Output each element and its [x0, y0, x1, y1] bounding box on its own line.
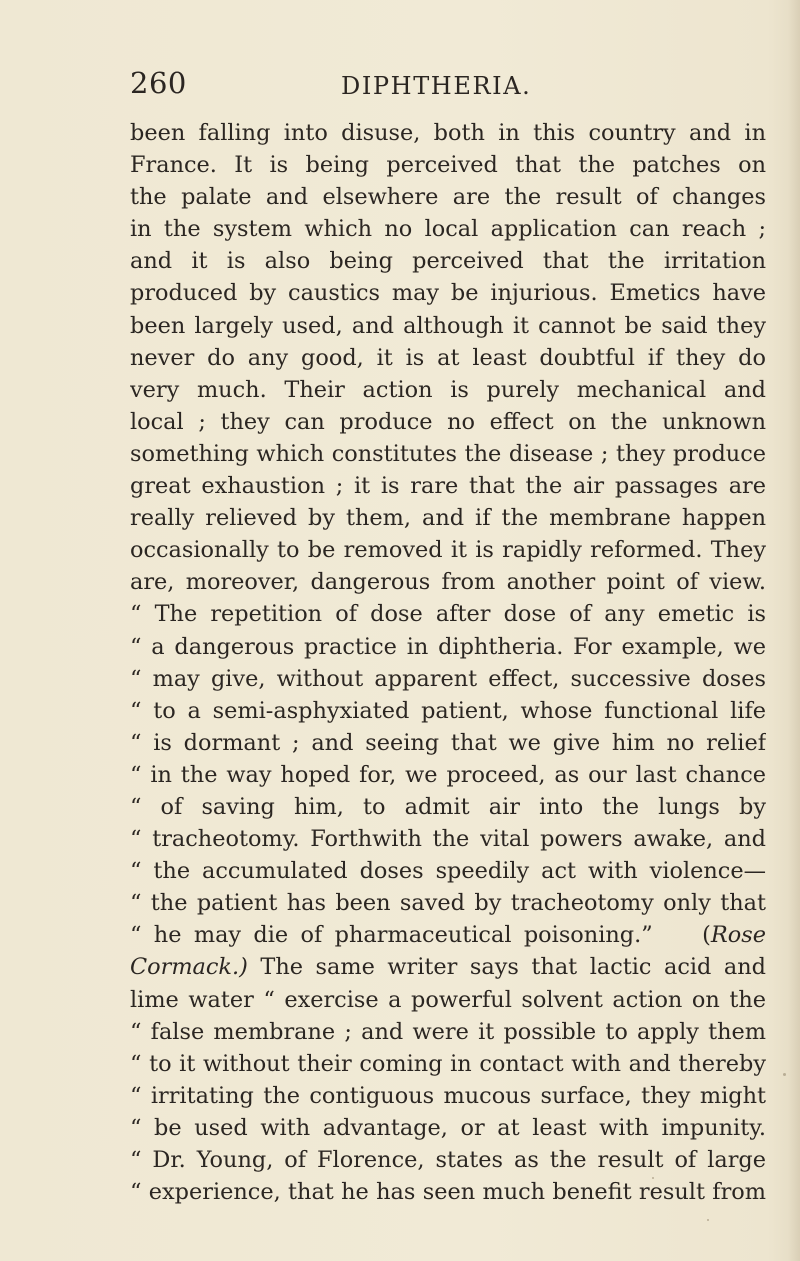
citation-author-first: Rose: [710, 922, 766, 949]
text-line: and it is also being perceived that the irritation: [130, 248, 766, 275]
running-title: DIPHTHERIA.: [341, 72, 532, 100]
paper-speck: [783, 1073, 786, 1076]
text-line: “ may give, without apparent effect, successive doses: [130, 665, 766, 692]
text-line: very much. Their action is purely mechanical and: [130, 376, 766, 403]
paper-speck: [707, 1219, 709, 1221]
text-line: the palate and elsewhere are the result of changes: [130, 184, 766, 211]
text-line: lime water “ exercise a powerful solvent action on the: [130, 986, 766, 1013]
text-line-continuation: The same writer says that lactic acid and: [247, 954, 766, 981]
text-line: “ to a semi-asphyxiated patient, whose functional life: [130, 697, 766, 724]
text-line: “ Dr. Young, of Florence, states as the result of large: [130, 1147, 766, 1173]
text-line: “ tracheotomy. Forthwith the vital powers awake, and: [130, 826, 766, 853]
text-line: never do any good, it is at least doubtful if they do: [130, 344, 766, 371]
text-line: local ; they can produce no effect on the unknown: [130, 408, 766, 435]
text-line: “ of saving him, to admit air into the lungs by: [130, 793, 766, 820]
text-line: produced by caustics may be injurious. Emetics have: [130, 280, 766, 307]
text-line: something which constitutes the disease ; they produce: [130, 440, 766, 467]
paper-speck: [652, 1177, 654, 1179]
text-line: “ the accumulated doses speedily act with violence—: [130, 858, 766, 885]
body-paragraph: [130, 117, 766, 1208]
text-line: France. It is being perceived that the patches on: [130, 152, 766, 179]
text-line: “ a dangerous practice in diphtheria. For example, we: [130, 633, 766, 660]
text-line: great exhaustion ; it is rare that the air passages are: [130, 473, 766, 500]
text-line: are, moreover, dangerous from another point of view.: [130, 569, 766, 596]
text-line: been falling into disuse, both in this country and in: [130, 120, 766, 146]
text-line: “ to it without their coming in contact with and thereby: [130, 1050, 766, 1077]
text-line: really relieved by them, and if the membrane happen: [130, 505, 766, 532]
page-edge-shadow: [788, 0, 800, 1261]
quote-end-text: “ he may die of pharmaceutical poisoning.”: [130, 922, 653, 949]
page-number: 260: [130, 66, 187, 100]
text-line: “ the patient has been saved by tracheotomy only that: [130, 890, 766, 917]
text-line: “ be used with advantage, or at least with impunity.: [130, 1114, 766, 1141]
text-line: “ experience, that he has seen much benefit result from: [130, 1179, 766, 1206]
text-line: “ is dormant ; and seeing that we give him no relief: [130, 729, 766, 756]
text-line: “ false membrane ; and were it possible to apply them: [130, 1018, 766, 1045]
text-line: “ The repetition of dose after dose of any emetic is: [130, 601, 766, 628]
citation-open-paren: (: [702, 922, 711, 949]
text-line: occasionally to be removed it is rapidly reformed. They: [130, 537, 766, 564]
text-line-citation-end: [130, 951, 766, 983]
text-line: in the system which no local application can reach ;: [130, 216, 766, 243]
citation-author-last: Cormack.): [130, 954, 248, 981]
text-line-with-citation: [130, 919, 766, 951]
text-line: been largely used, and although it cannot be said they: [130, 312, 766, 339]
text-line: “ in the way hoped for, we proceed, as our last chance: [130, 761, 766, 788]
text-line: “ irritating the contiguous mucous surface, they might: [130, 1082, 766, 1109]
running-head: [130, 66, 770, 106]
